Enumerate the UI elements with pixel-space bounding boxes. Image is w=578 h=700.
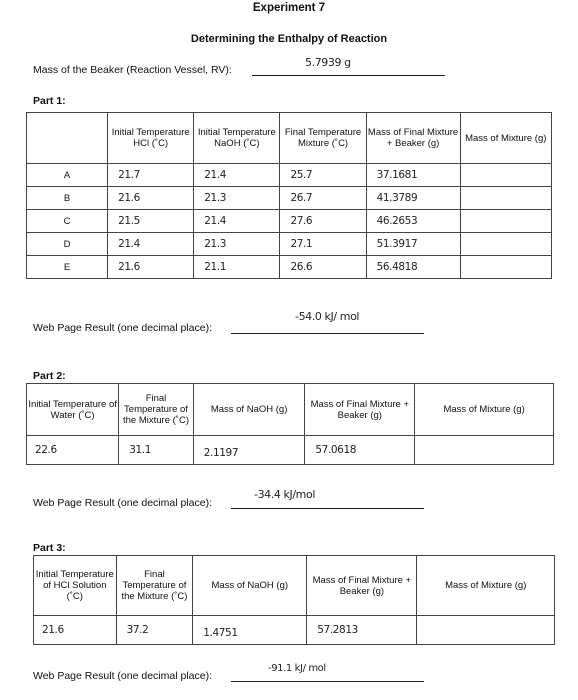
- part1-header-naoh: Initial Temperature NaOH (˚C): [194, 113, 280, 164]
- part2-header-water-temp: Initial Temperature of Water (˚C): [27, 384, 119, 436]
- part1-header-trial: [27, 113, 108, 164]
- part2-result-field[interactable]: [231, 508, 424, 509]
- naoh-temp-cell[interactable]: 21.3: [194, 187, 280, 210]
- mass-mixture-cell[interactable]: [460, 164, 552, 187]
- mass-mixture-cell[interactable]: [460, 256, 552, 279]
- hcl-temp-cell[interactable]: 21.6: [108, 256, 194, 279]
- beaker-mass-field[interactable]: [252, 75, 445, 76]
- final-temp-cell[interactable]: 26.7: [280, 187, 366, 210]
- part2-header-mass-mixture: Mass of Mixture (g): [415, 384, 554, 436]
- mass-mixture-cell[interactable]: [415, 436, 554, 465]
- trial-label: C: [27, 210, 108, 233]
- trial-label: B: [27, 187, 108, 210]
- trial-label: D: [27, 233, 108, 256]
- hcl-temp-cell[interactable]: 21.6: [108, 187, 194, 210]
- part3-header-mass-mixture: Mass of Mixture (g): [417, 556, 555, 616]
- hcl-temp-cell[interactable]: 21.6: [34, 616, 117, 645]
- final-temp-cell[interactable]: 27.1: [280, 233, 366, 256]
- table-row: [27, 210, 552, 233]
- mass-naoh-cell[interactable]: 2.1197: [193, 436, 305, 465]
- hcl-temp-cell[interactable]: 21.5: [108, 210, 194, 233]
- beaker-mass-value: 5.7939 g: [305, 56, 351, 69]
- naoh-temp-cell[interactable]: 21.3: [194, 233, 280, 256]
- part3-header-hcl-temp: Initial Temperature of HCl Solution (˚C): [34, 556, 117, 616]
- part3-result-value: -91.1 kJ/ mol: [268, 663, 326, 674]
- page-subtitle: Determining the Enthalpy of Reaction: [190, 33, 388, 45]
- mass-mixture-cell[interactable]: [460, 233, 552, 256]
- part1-heading: Part 1:: [33, 95, 66, 107]
- final-temp-cell[interactable]: 26.6: [280, 256, 366, 279]
- page-title: Experiment 7: [252, 2, 326, 14]
- part2-table: [26, 383, 554, 465]
- mass-final-beaker-cell[interactable]: 56.4818: [366, 256, 460, 279]
- part3-heading: Part 3:: [33, 542, 66, 554]
- table-row: [27, 164, 552, 187]
- final-temp-cell[interactable]: 37.2: [116, 616, 193, 645]
- mass-final-beaker-cell[interactable]: 57.0618: [305, 436, 415, 465]
- mass-final-beaker-cell[interactable]: 41.3789: [366, 187, 460, 210]
- trial-label: E: [27, 256, 108, 279]
- part3-header-mass-naoh: Mass of NaOH (g): [193, 556, 307, 616]
- part1-header-mass-final-beaker: Mass of Final Mixture + Beaker (g): [366, 113, 460, 164]
- final-temp-cell[interactable]: 27.6: [280, 210, 366, 233]
- part2-heading: Part 2:: [33, 370, 66, 382]
- part1-result-value: -54.0 kJ/ mol: [295, 310, 360, 323]
- water-temp-cell[interactable]: 22.6: [27, 436, 119, 465]
- part3-result-field[interactable]: [231, 681, 424, 682]
- table-row: [27, 187, 552, 210]
- part3-header-final-temp: Final Temperature of the Mixture (˚C): [116, 556, 193, 616]
- final-temp-cell[interactable]: 25.7: [280, 164, 366, 187]
- mass-mixture-cell[interactable]: [417, 616, 555, 645]
- table-row: [27, 436, 554, 465]
- part2-header-mass-naoh: Mass of NaOH (g): [193, 384, 305, 436]
- part1-result-field[interactable]: [231, 333, 424, 334]
- mass-mixture-cell[interactable]: [460, 187, 552, 210]
- mass-final-beaker-cell[interactable]: 57.2813: [307, 616, 417, 645]
- part2-result-label: Web Page Result (one decimal place):: [33, 497, 212, 509]
- part1-table: [26, 112, 552, 279]
- hcl-temp-cell[interactable]: 21.4: [108, 233, 194, 256]
- table-row: [27, 233, 552, 256]
- table-row: [27, 256, 552, 279]
- final-temp-cell[interactable]: 31.1: [119, 436, 194, 465]
- mass-final-beaker-cell[interactable]: 37.1681: [366, 164, 460, 187]
- hcl-temp-cell[interactable]: 21.7: [108, 164, 194, 187]
- trial-label: A: [27, 164, 108, 187]
- mass-final-beaker-cell[interactable]: 51.3917: [366, 233, 460, 256]
- mass-naoh-cell[interactable]: 1.4751: [193, 616, 307, 645]
- part1-header-final: Final Temperature Mixture (˚C): [280, 113, 366, 164]
- part3-header-mass-final-beaker: Mass of Final Mixture + Beaker (g): [307, 556, 417, 616]
- part2-result-value: -34.4 kJ/mol: [254, 488, 315, 501]
- mass-mixture-cell[interactable]: [460, 210, 552, 233]
- part2-header-mass-final-beaker: Mass of Final Mixture + Beaker (g): [305, 384, 415, 436]
- part3-table: [33, 555, 555, 645]
- beaker-mass-label: Mass of the Beaker (Reaction Vessel, RV):: [33, 64, 232, 76]
- table-row: [34, 616, 555, 645]
- part1-header-mass-mixture: Mass of Mixture (g): [460, 113, 552, 164]
- part3-result-label: Web Page Result (one decimal place):: [33, 670, 212, 682]
- naoh-temp-cell[interactable]: 21.4: [194, 164, 280, 187]
- naoh-temp-cell[interactable]: 21.1: [194, 256, 280, 279]
- mass-final-beaker-cell[interactable]: 46.2653: [366, 210, 460, 233]
- part2-header-final-temp: Final Temperature of the Mixture (˚C): [119, 384, 194, 436]
- part1-header-hcl: Initial Temperature HCl (˚C): [108, 113, 194, 164]
- part1-result-label: Web Page Result (one decimal place):: [33, 322, 212, 334]
- naoh-temp-cell[interactable]: 21.4: [194, 210, 280, 233]
